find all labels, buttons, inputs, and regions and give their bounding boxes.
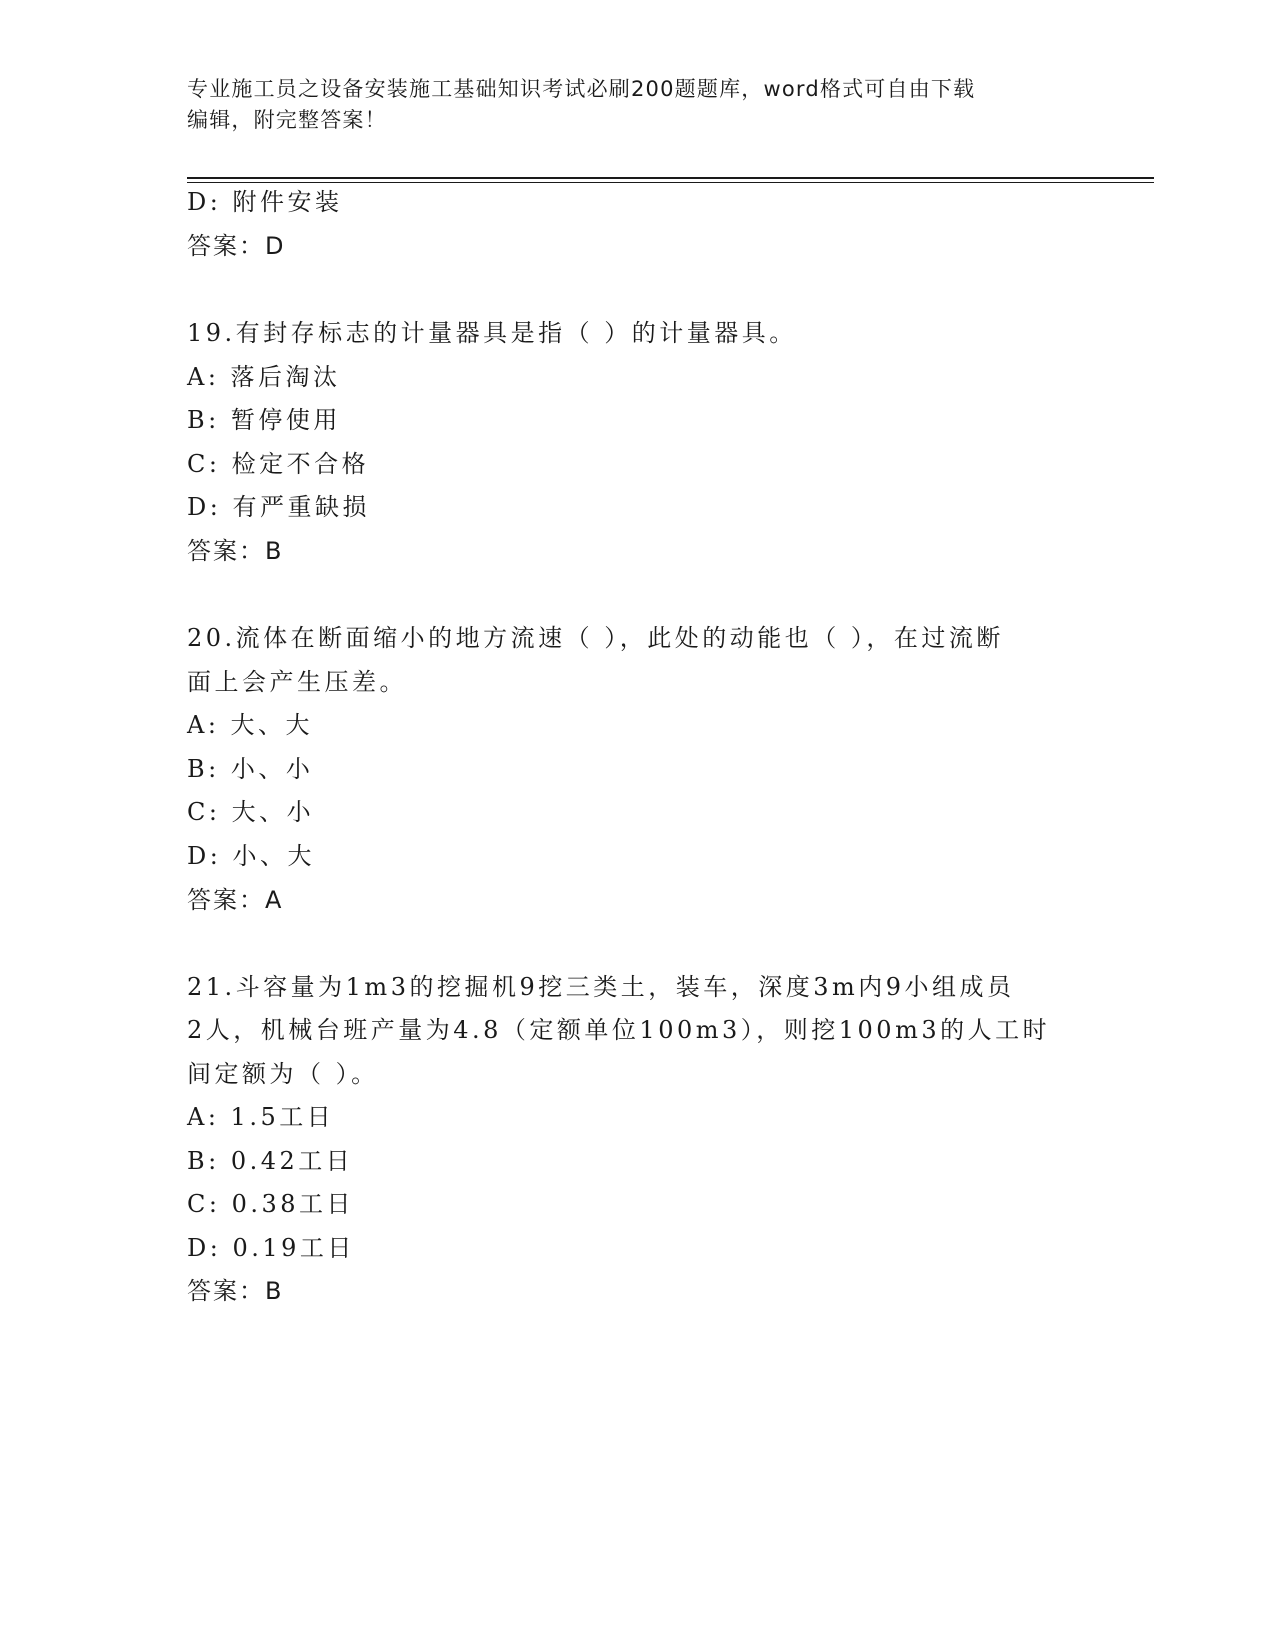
q20-stem-line-1: 20.流体在断面缩小的地方流速（ ），此处的动能也（ ），在过流断: [187, 624, 1004, 652]
q21-option-b: B: 0.42工日: [187, 1147, 354, 1175]
prev-answer: 答案：D: [187, 232, 286, 260]
header-line-2: 编辑，附完整答案！: [187, 108, 387, 132]
q20-option-c: C: 大、小: [187, 798, 315, 826]
q19-option-a: A: 落后淘汰: [187, 363, 341, 391]
header-divider-thick: [187, 177, 1154, 179]
q21-stem-line-2: 2人，机械台班产量为4.8（定额单位100m3），则挖100m3的人工时: [187, 1016, 1051, 1044]
q20-option-d: D: 小、大: [187, 842, 315, 870]
q21-answer: 答案：B: [187, 1277, 284, 1305]
q20-option-b: B: 小、小: [187, 755, 314, 783]
header-divider-thin: [187, 182, 1154, 183]
q19-option-b: B: 暂停使用: [187, 406, 341, 434]
q20-option-a: A: 大、大: [187, 711, 314, 739]
q19-option-d: D: 有严重缺损: [187, 493, 370, 521]
q21-option-c: C: 0.38工日: [187, 1190, 355, 1218]
q21-option-a: A: 1.5工日: [187, 1103, 335, 1131]
q19-option-c: C: 检定不合格: [187, 450, 370, 478]
document-header: [187, 74, 1087, 136]
q19-stem: 19.有封存标志的计量器具是指（ ）的计量器具。: [187, 319, 797, 347]
q21-stem-line-1: 21.斗容量为1m3的挖掘机9挖三类土，装车，深度3m内9小组成员: [187, 973, 1015, 1001]
q20-stem-line-2: 面上会产生压差。: [187, 668, 407, 696]
header-line-1: 专业施工员之设备安装施工基础知识考试必刷200题题库，word格式可自由下载: [187, 77, 976, 101]
q21-stem-line-3: 间定额为（ ）。: [187, 1060, 379, 1088]
q21-option-d: D: 0.19工日: [187, 1234, 355, 1262]
prev-option-d: D: 附件安装: [187, 188, 343, 216]
q19-answer: 答案：B: [187, 537, 284, 565]
q20-answer: 答案：A: [187, 886, 284, 914]
